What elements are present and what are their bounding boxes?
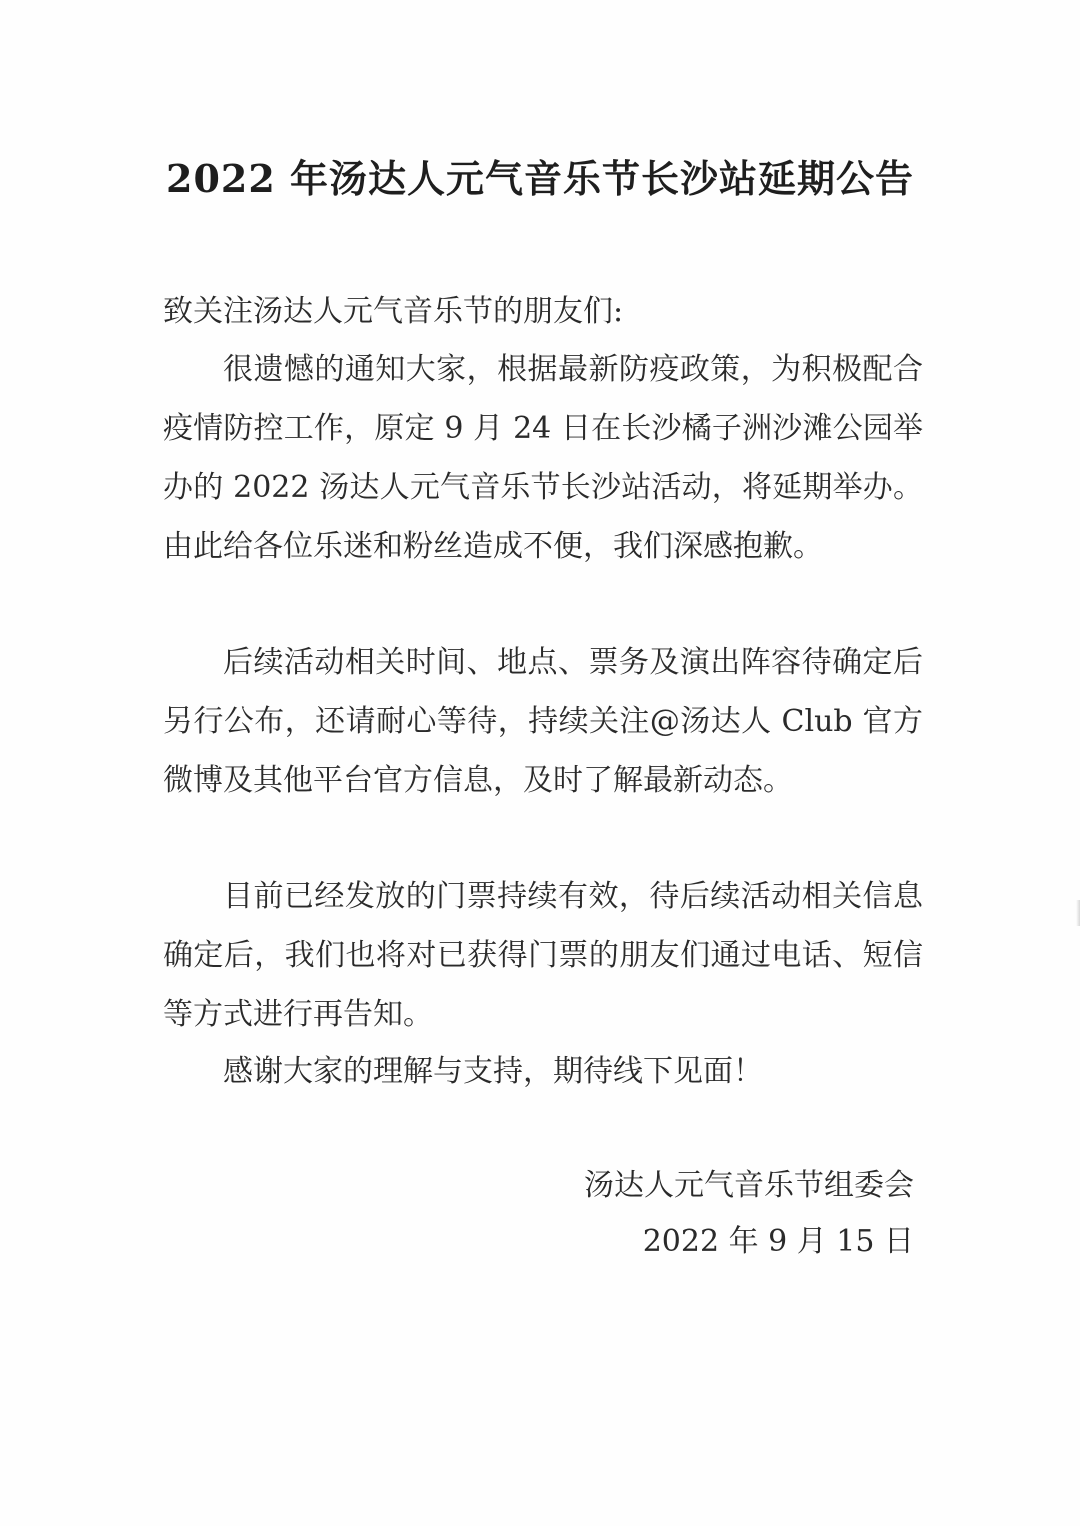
- page-edge-shadow: [1076, 900, 1080, 926]
- greeting-line: 致关注汤达人元气音乐节的朋友们:: [163, 294, 624, 329]
- signature-organization: 汤达人元气音乐节组委会: [584, 1168, 914, 1203]
- paragraph-tickets: 目前已经发放的门票持续有效，待后续活动相关信息确定后，我们也将对已获得门票的朋友们通过电话、短信等方式进行再告知。: [163, 879, 923, 1032]
- paragraph-thanks: 感谢大家的理解与支持，期待线下见面！: [223, 1054, 763, 1089]
- paragraph-follow-up: 后续活动相关时间、地点、票务及演出阵容待确定后另行公布，还请耐心等待，持续关注@汤达人 Club 官方微博及其他平台官方信息，及时了解最新动态。: [163, 645, 923, 798]
- signature-date: 2022 年 9 月 15 日: [642, 1224, 914, 1259]
- announcement-title: 2022 年汤达人元气音乐节长沙站延期公告: [166, 156, 914, 201]
- paragraph-postponement: 很遗憾的通知大家，根据最新防疫政策，为积极配合疫情防控工作，原定 9 月 24 日在长沙橘子洲沙滩公园举办的 2022 汤达人元气音乐节长沙站活动，将延期举办。由此给各位乐迷和粉丝造成不便，我们深感抱歉。: [163, 352, 923, 564]
